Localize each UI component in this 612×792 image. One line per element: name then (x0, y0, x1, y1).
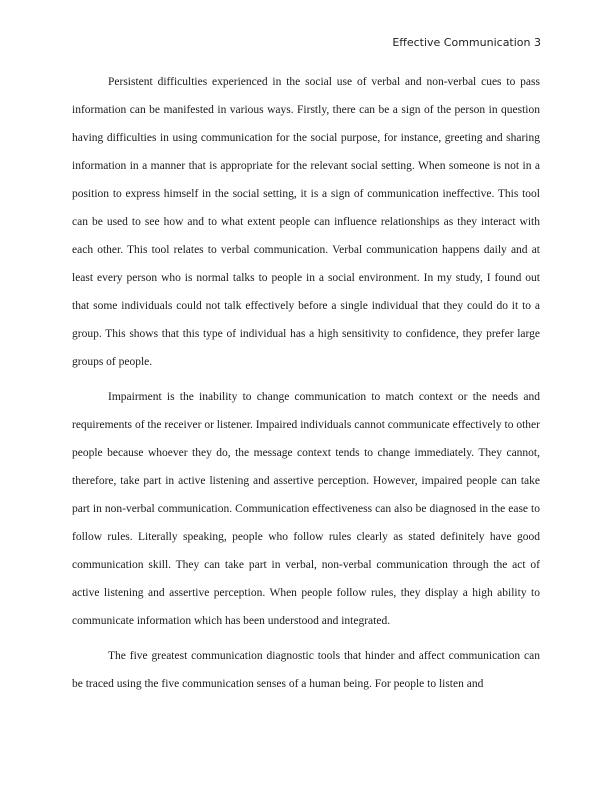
paragraph: Impairment is the inability to change communication to match context or the needs and requirements of the receiver or listener. Impaired individuals cannot communicate effectively to other people because whoever they do, the message context tends to change immediately. They cannot, therefore, take part in active listening and assertive perception. However, impaired people can take part in non-verbal communication. Communication effectiveness can also be diagnosed in the ease to follow rules. Literally speaking, people who follow rules clearly as stated definitely have good communication skill. They can take part in verbal, non-verbal communication through the act of active listening and assertive perception. When people follow rules, they display a high ability to communicate information which has been understood and integrated. (72, 391, 540, 627)
paragraph: Persistent difficulties experienced in the social use of verbal and non-verbal cues to pass information can be manifested in various ways. Firstly, there can be a sign of the person in question having difficulties in using communication for the social purpose, for instance, greeting and sharing information in a manner that is appropriate for the relevant social setting. When someone is not in a position to express himself in the social setting, it is a sign of communication ineffective. This tool can be used to see how and to what extent people can influence relationships as they interact with each other. This tool relates to verbal communication. Verbal communication happens daily and at least every person who is normal talks to people in a social environment. In my study, I found out that some individuals could not talk effectively before a single individual that they could do it to a group. This shows that this type of individual has a high sensitivity to confidence, they prefer large groups of people. (72, 76, 540, 368)
running-head: Effective Communication 3 (392, 36, 541, 49)
paragraph: The five greatest communication diagnostic tools that hinder and affect communication can be traced using the five communication senses of a human being. For people to listen and (72, 650, 540, 690)
document-body (72, 68, 540, 705)
